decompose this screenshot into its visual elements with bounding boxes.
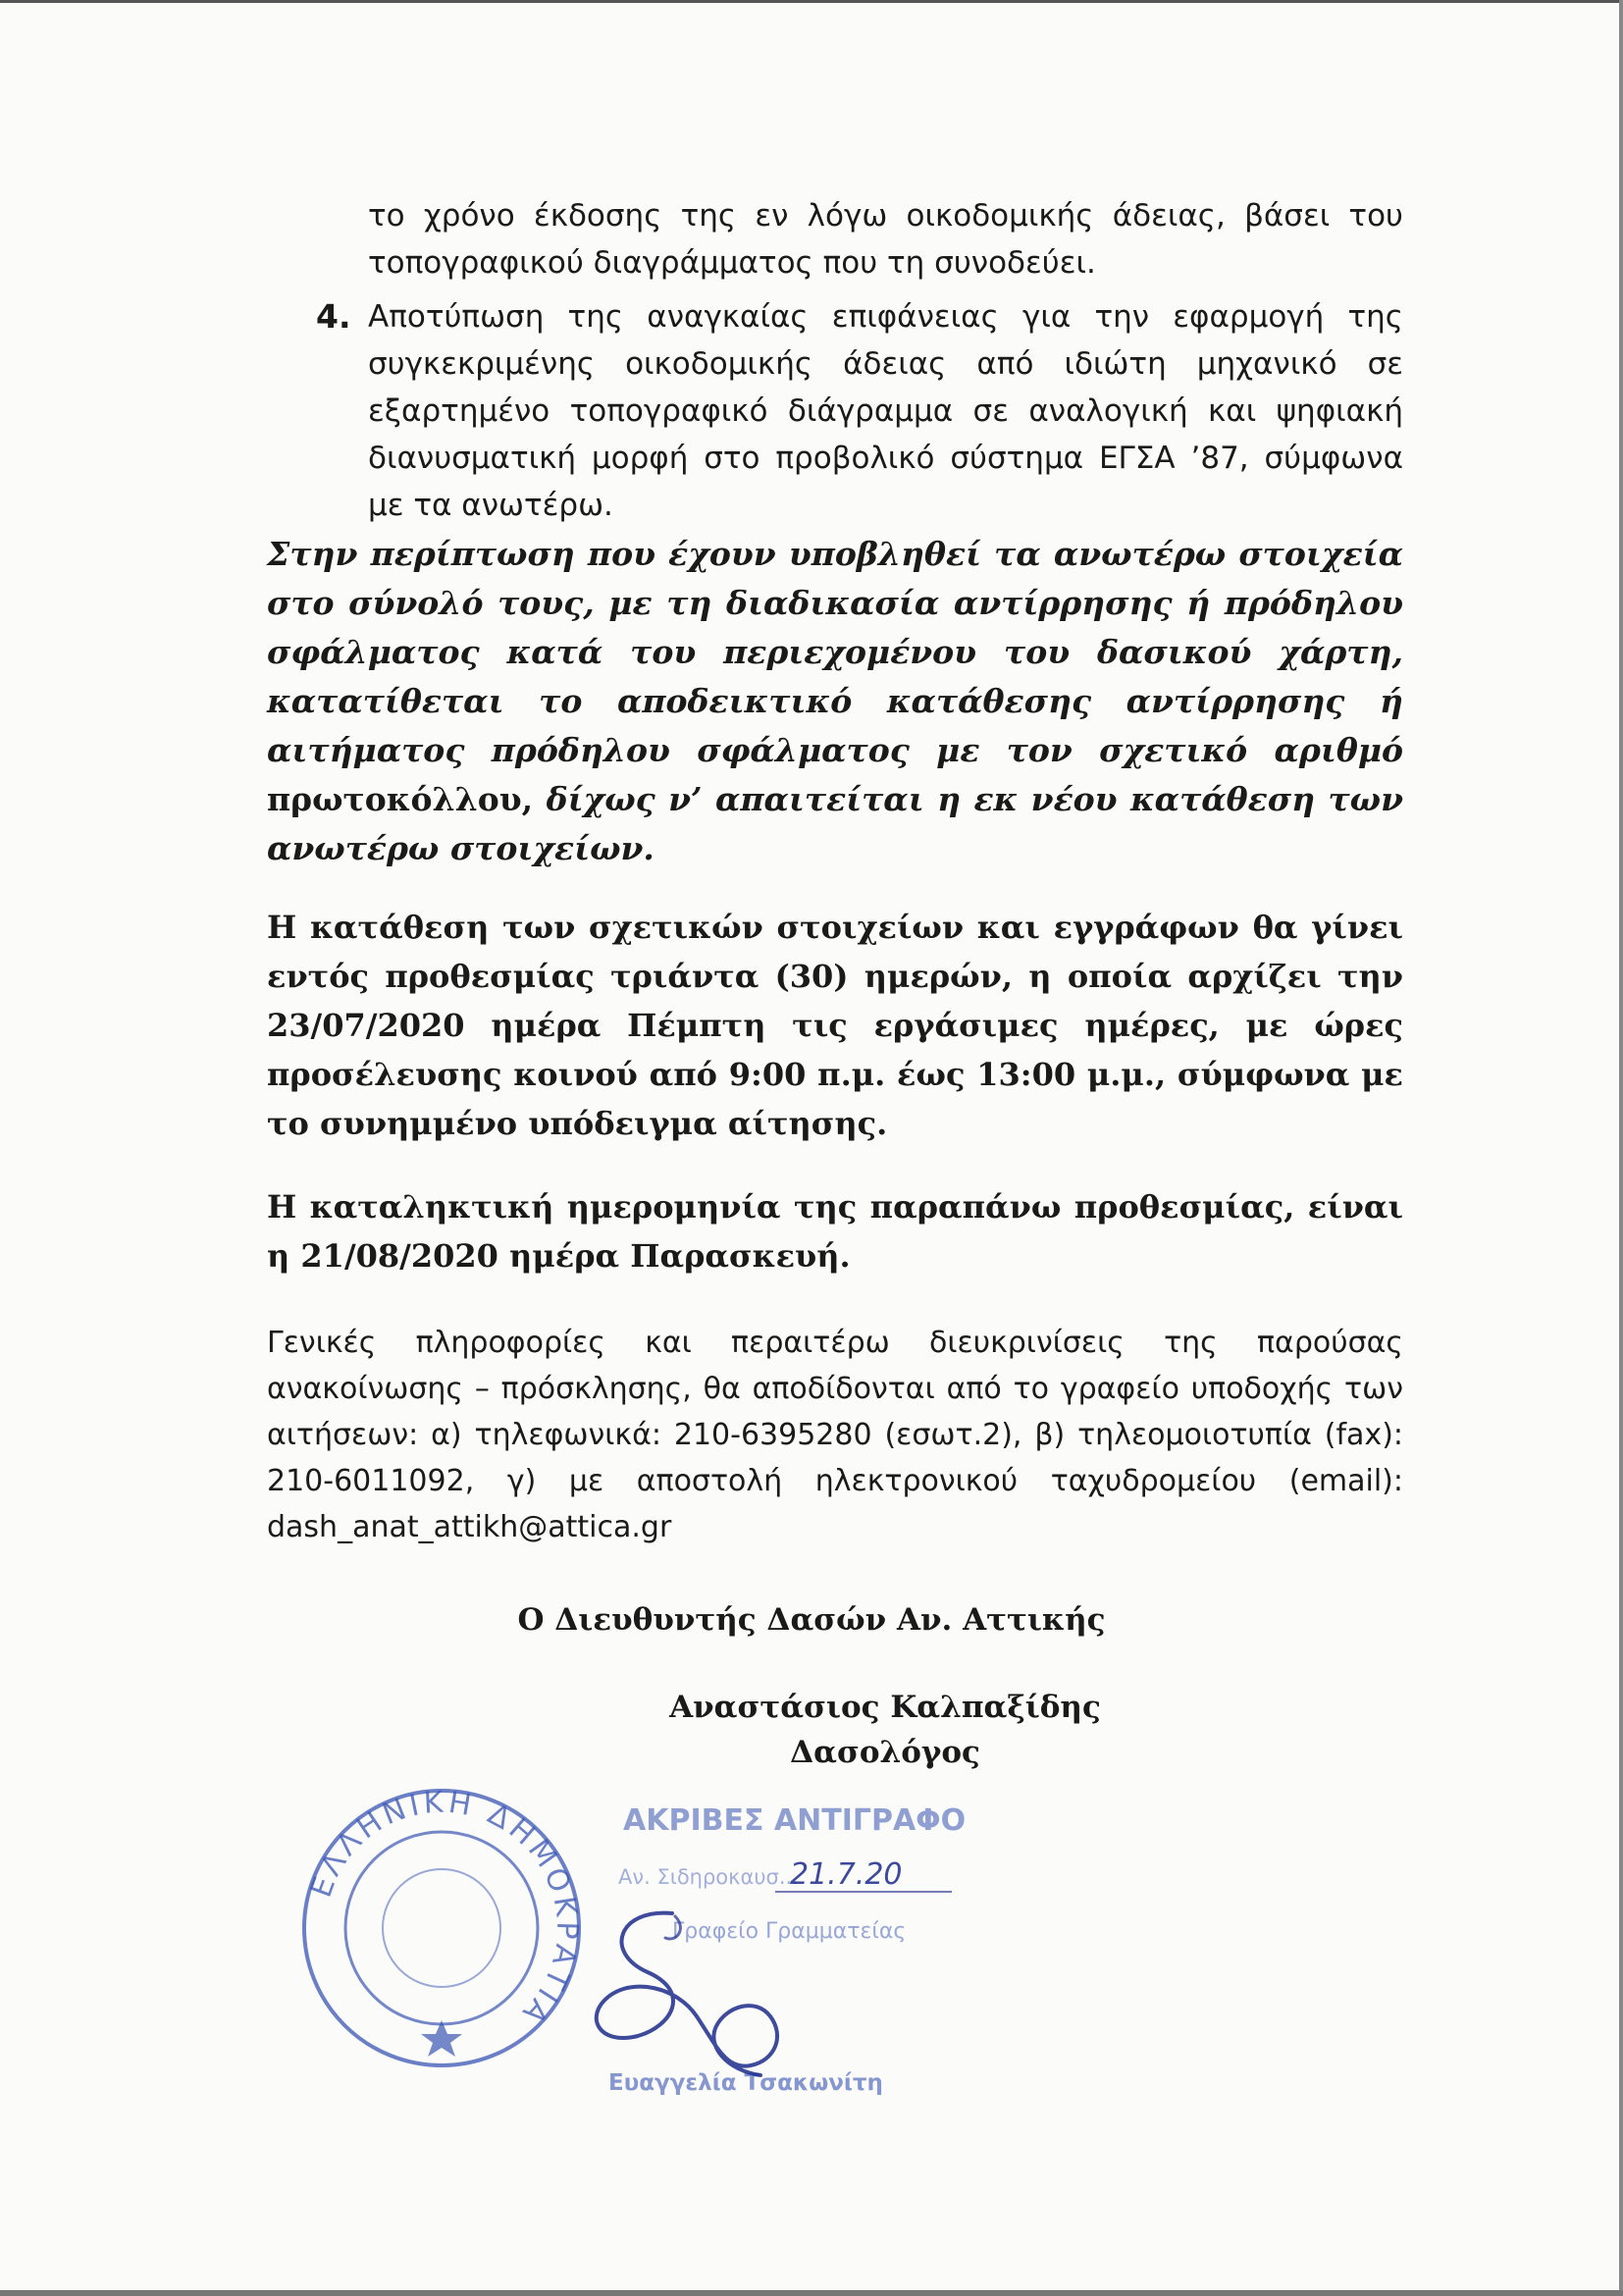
list-item-4	[316, 293, 1403, 529]
scan-edge-top	[0, 0, 1623, 3]
copy-stamp-title: ΑΚΡΙΒΕΣ ΑΝΤΙΓΡΑΦΟ	[623, 1803, 967, 1838]
scan-edge-right	[1619, 0, 1623, 2296]
objection-paragraph	[267, 530, 1403, 873]
copy-stamp-date: 21.7.20	[790, 1857, 903, 1892]
copy-stamp-person: Ευαγγελία Τσακωνίτη	[608, 2070, 883, 2096]
objection-italic-part-1: Στην περίπτωση που έχουν υποβληθεί τα ανωτέρω στοιχεία στο σύνολό τους, με τη διαδικασία αντίρρησης ή πρόδηλου σφάλματος κατά του περιεχομένου του δασικού χάρτη, κατατίθεται το αποδεικτικό κατάθεσης αντίρρησης ή αιτήματος πρόδηλου σφάλματος με τον σχετικό αριθμό	[267, 535, 1403, 769]
copy-stamp-office: Γραφείο Γραμματείας	[672, 1919, 907, 1944]
continuation-paragraph: το χρόνο έκδοσης της εν λόγω οικοδομικής άδειας, βάσει του τοπογραφικού διαγράμματος που τη συνοδεύει.	[368, 198, 1403, 281]
objection-upright-part: πρωτοκόλλου,	[267, 780, 534, 818]
signatory-title: Δασολόγος	[790, 1735, 980, 1770]
official-round-seal	[294, 1781, 589, 2075]
final-deadline-paragraph: Η καταληκτική ημερομηνία της παραπάνω προθεσμίας, είναι η 21/08/2020 ημέρα Παρασκευή.	[267, 1188, 1403, 1275]
signatory-name: Αναστάσιος Καλπαξίδης	[669, 1690, 1101, 1725]
signatory-role: Ο Διευθυντής Δασών Αν. Αττικής	[517, 1602, 1106, 1638]
list-item-number: 4.	[316, 297, 351, 336]
round-seal-text: ΕΛΛΗΝΙΚΗ ΔΗΜΟΚΡΑΤΙΑ	[303, 1785, 585, 2033]
scan-edge-bottom	[0, 2290, 1623, 2296]
list-item-text: Αποτύπωση της αναγκαίας επιφάνειας για την εφαρμογή της συγκεκριμένης οικοδομικής άδειας από ιδιώτη μηχανικό σε εξαρτημένο τοπογραφικό διάγραμμα σε αναλογική και ψηφιακή διανυσματική μορφή στο προβολικό σύστημα ΕΓΣΑ ’87, σύμφωνα με τα ανωτέρω.	[368, 299, 1403, 523]
handwritten-signature	[579, 1899, 795, 2095]
deadline-paragraph: Η κατάθεση των σχετικών στοιχείων και εγγράφων θα γίνει εντός προθεσμίας τριάντα (30) ημερών, η οποία αρχίζει την 23/07/2020 ημέρα Πέμπτη τις εργάσιμες ημέρες, με ώρες προσέλευσης κοινού από 9:00 π.μ. έως 13:00 μ.μ., σύμφωνα με το συνημμένο υπόδειγμα αίτησης.	[267, 909, 1403, 1142]
objection-italic-part-2: δίχως ν’ απαιτείται η εκ νέου κατάθεση των ανωτέρω στοιχείων.	[267, 780, 1403, 867]
contact-info-paragraph: Γενικές πληροφορίες και περαιτέρω διευκρινίσεις της παρούσας ανακοίνωσης – πρόσκλησης, θα αποδίδονται από το γραφείο υποδοχής των αιτήσεων: α) τηλεφωνικά: 210-6395280 (εσωτ.2), β) τηλεομοιοτυπία (fax): 210-6011092, γ) με αποστολή ηλεκτρονικού ταχυδρομείου (email): dash_anat_attikh@attica.gr	[267, 1326, 1403, 1544]
copy-stamp-place: Αν. Σιδηροκαυσ...	[618, 1865, 799, 1889]
